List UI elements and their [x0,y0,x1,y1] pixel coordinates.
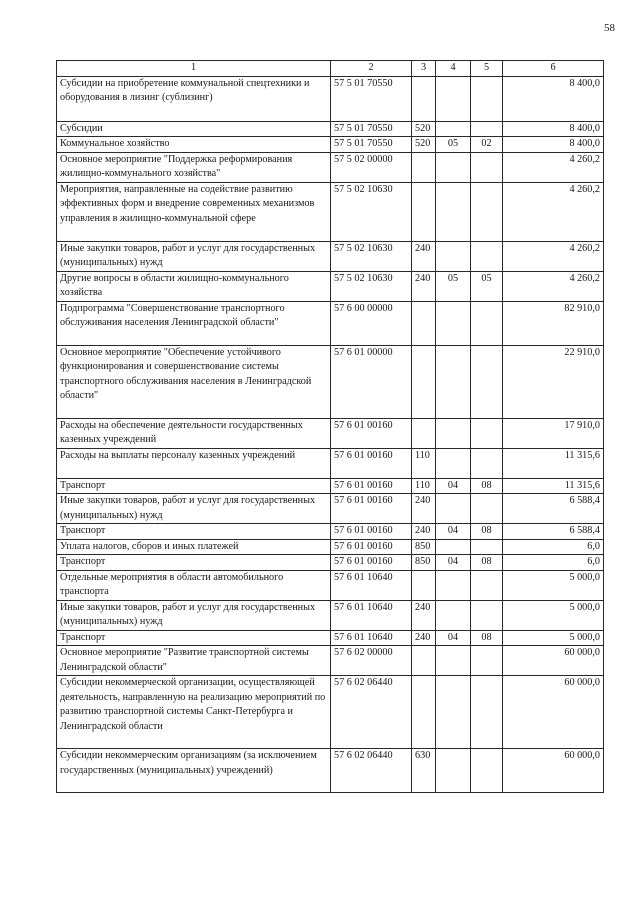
row-name: Субсидии некоммерческой организации, осуществляющей деятельность, направленную на реализацию мероприятий по развитию транспортной системы Санкт-Петербурга и Ленинградской области [57,676,331,749]
row-amount: 6,0 [503,539,604,555]
row-subsection [471,749,503,793]
row-name: Иные закупки товаров, работ и услуг для государственных (муниципальных) нужд [57,494,331,524]
row-code: 57 6 01 00160 [331,524,412,540]
row-amount: 22 910,0 [503,345,604,418]
row-expense-type: 240 [412,600,436,630]
row-expense-type [412,570,436,600]
row-section: 04 [436,478,471,494]
header-cell: 4 [436,61,471,77]
table-row [57,121,604,137]
table-row [57,241,604,271]
row-amount: 6 588,4 [503,524,604,540]
header-cell: 5 [471,61,503,77]
row-subsection [471,646,503,676]
table-row [57,524,604,540]
row-code: 57 6 01 10640 [331,630,412,646]
row-amount: 5 000,0 [503,630,604,646]
row-amount: 6 588,4 [503,494,604,524]
table-row [57,182,604,241]
table-row [57,646,604,676]
row-expense-type [412,676,436,749]
row-code: 57 6 01 00000 [331,345,412,418]
row-subsection [471,570,503,600]
row-name: Отдельные мероприятия в области автомобильного транспорта [57,570,331,600]
row-expense-type: 520 [412,121,436,137]
row-subsection: 08 [471,524,503,540]
table-row [57,600,604,630]
row-amount: 8 400,0 [503,76,604,121]
table-row [57,749,604,793]
row-name: Основное мероприятие "Обеспечение устойчивого функционирования и совершенствование системы транспортного обслуживания населения в Ленинградской области" [57,345,331,418]
row-section [436,570,471,600]
row-name: Основное мероприятие "Развитие транспортной системы Ленинградской области" [57,646,331,676]
row-section [436,494,471,524]
row-name: Основное мероприятие "Поддержка реформирования жилищно-коммунального хозяйства" [57,152,331,182]
row-code: 57 6 01 00160 [331,418,412,448]
row-subsection [471,121,503,137]
row-name: Другие вопросы в области жилищно-коммунального хозяйства [57,271,331,301]
table-row [57,271,604,301]
row-code: 57 6 01 00160 [331,478,412,494]
row-section [436,646,471,676]
row-subsection [471,241,503,271]
row-code: 57 6 01 10640 [331,600,412,630]
row-amount: 60 000,0 [503,749,604,793]
row-subsection [471,182,503,241]
table-row [57,76,604,121]
row-name: Расходы на обеспечение деятельности государственных казенных учреждений [57,418,331,448]
row-subsection [471,676,503,749]
row-amount: 11 315,6 [503,448,604,478]
row-name: Транспорт [57,555,331,571]
row-subsection [471,345,503,418]
table-row [57,418,604,448]
row-code: 57 6 00 00000 [331,301,412,345]
row-name: Коммунальное хозяйство [57,137,331,153]
row-section [436,539,471,555]
row-expense-type [412,182,436,241]
row-expense-type: 850 [412,555,436,571]
table-row [57,137,604,153]
row-name: Субсидии некоммерческим организациям (за исключением государственных (муниципальных) учреждений) [57,749,331,793]
row-expense-type [412,345,436,418]
page-number: 58 [604,22,615,34]
row-subsection [471,448,503,478]
row-name: Иные закупки товаров, работ и услуг для государственных (муниципальных) нужд [57,241,331,271]
header-cell: 1 [57,61,331,77]
row-subsection [471,152,503,182]
row-code: 57 5 02 00000 [331,152,412,182]
row-subsection [471,301,503,345]
row-code: 57 6 01 00160 [331,555,412,571]
row-expense-type: 110 [412,478,436,494]
row-section [436,121,471,137]
row-subsection: 08 [471,555,503,571]
row-section: 04 [436,630,471,646]
row-amount: 4 260,2 [503,152,604,182]
row-subsection [471,76,503,121]
row-amount: 8 400,0 [503,121,604,137]
table-row [57,555,604,571]
row-amount: 4 260,2 [503,271,604,301]
row-code: 57 6 01 10640 [331,570,412,600]
row-expense-type [412,646,436,676]
table-row [57,448,604,478]
row-section [436,345,471,418]
table-row [57,630,604,646]
row-amount: 60 000,0 [503,646,604,676]
row-section: 04 [436,555,471,571]
table-row [57,152,604,182]
row-name: Подпрограмма "Совершенствование транспортного обслуживания населения Ленинградской области" [57,301,331,345]
row-subsection: 02 [471,137,503,153]
row-section [436,76,471,121]
row-expense-type: 520 [412,137,436,153]
table-row [57,539,604,555]
row-name: Транспорт [57,524,331,540]
row-code: 57 5 02 10630 [331,271,412,301]
row-section [436,152,471,182]
row-section [436,301,471,345]
row-expense-type: 240 [412,524,436,540]
row-subsection [471,494,503,524]
row-section [436,676,471,749]
row-name: Субсидии на приобретение коммунальной спецтехники и оборудования в лизинг (сублизинг) [57,76,331,121]
row-expense-type [412,76,436,121]
row-name: Транспорт [57,478,331,494]
row-subsection: 08 [471,478,503,494]
row-subsection [471,418,503,448]
row-subsection: 05 [471,271,503,301]
table-row [57,676,604,749]
row-expense-type: 240 [412,271,436,301]
row-code: 57 6 01 00160 [331,494,412,524]
row-amount: 5 000,0 [503,600,604,630]
row-name: Субсидии [57,121,331,137]
row-section: 05 [436,137,471,153]
row-name: Иные закупки товаров, работ и услуг для государственных (муниципальных) нужд [57,600,331,630]
row-expense-type [412,152,436,182]
row-code: 57 5 01 70550 [331,137,412,153]
row-section: 04 [436,524,471,540]
row-expense-type [412,301,436,345]
row-subsection [471,600,503,630]
budget-table [56,60,604,793]
row-expense-type: 240 [412,630,436,646]
row-code: 57 6 02 00000 [331,646,412,676]
row-name: Расходы на выплаты персоналу казенных учреждений [57,448,331,478]
header-cell: 3 [412,61,436,77]
row-section [436,749,471,793]
row-amount: 17 910,0 [503,418,604,448]
row-section [436,418,471,448]
row-code: 57 6 01 00160 [331,448,412,478]
row-section [436,600,471,630]
row-amount: 82 910,0 [503,301,604,345]
row-name: Транспорт [57,630,331,646]
row-amount: 4 260,2 [503,241,604,271]
row-code: 57 5 02 10630 [331,241,412,271]
row-expense-type: 240 [412,494,436,524]
row-expense-type: 850 [412,539,436,555]
row-amount: 4 260,2 [503,182,604,241]
row-expense-type: 110 [412,448,436,478]
row-code: 57 5 02 10630 [331,182,412,241]
row-section: 05 [436,271,471,301]
table-row [57,345,604,418]
row-expense-type: 240 [412,241,436,271]
header-cell: 6 [503,61,604,77]
row-amount: 60 000,0 [503,676,604,749]
row-subsection [471,539,503,555]
row-expense-type [412,418,436,448]
row-amount: 5 000,0 [503,570,604,600]
row-amount: 6,0 [503,555,604,571]
row-code: 57 6 01 00160 [331,539,412,555]
row-code: 57 5 01 70550 [331,121,412,137]
row-amount: 8 400,0 [503,137,604,153]
row-name: Мероприятия, направленные на содействие развитию эффективных форм и внедрение современных механизмов управления в жилищно-коммунальной сфере [57,182,331,241]
row-section [436,182,471,241]
row-code: 57 5 01 70550 [331,76,412,121]
row-amount: 11 315,6 [503,478,604,494]
row-section [436,241,471,271]
table-row [57,301,604,345]
table-row [57,570,604,600]
header-cell: 2 [331,61,412,77]
row-code: 57 6 02 06440 [331,749,412,793]
row-subsection: 08 [471,630,503,646]
row-section [436,448,471,478]
row-code: 57 6 02 06440 [331,676,412,749]
table-row [57,478,604,494]
row-expense-type: 630 [412,749,436,793]
row-name: Уплата налогов, сборов и иных платежей [57,539,331,555]
table-row [57,494,604,524]
table-header-row [57,61,604,77]
